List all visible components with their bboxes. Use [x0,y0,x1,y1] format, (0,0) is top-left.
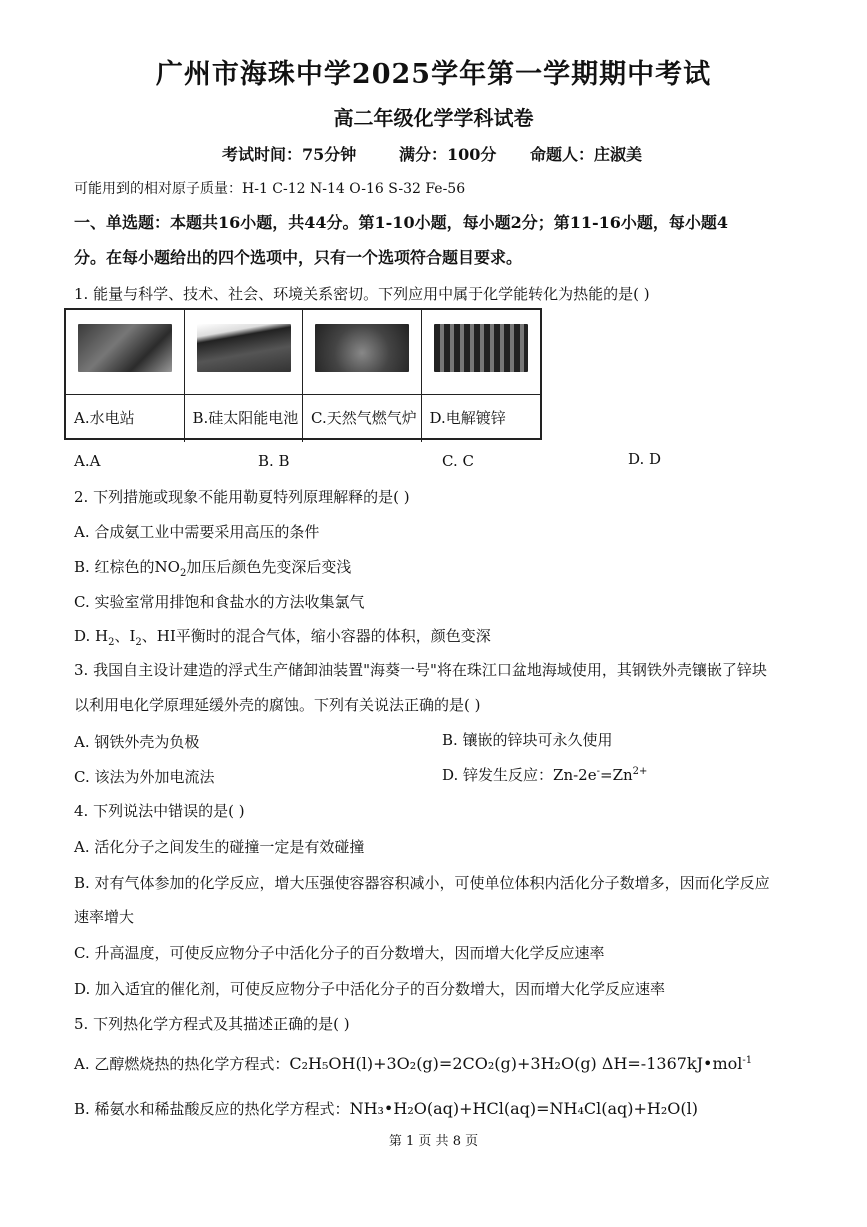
solar-panel-photo [197,324,291,372]
q4-option-b-line1: B. 对有气体参加的化学反应，增大压强使容器容积减小，可使单位体积内活化分子数增多，因而化学反应 [74,874,770,892]
exam-subtitle: 高二年级化学学科试卷 [333,106,534,130]
section-heading-line1: 一、单选题：本题共16小题，共44分。第1-10小题，每小题2分；第11-16小题，每小题4 [74,213,729,232]
q1-caption-cell-c [303,395,422,442]
exam-time: 考试时间：75分钟 [222,145,357,164]
hydropower-photo [78,324,172,372]
exam-title: 广州市海珠中学2025学年第一学期期中考试 [155,59,712,90]
q1-caption-cell-b [185,395,304,442]
q4-stem: 4. 下列说法中错误的是( ) [74,802,245,820]
q1-photo-cell-a [66,310,185,395]
q1-stem: 1. 能量与科学、技术、社会、环境关系密切。下列应用中属于化学能转化为热能的是( ) [74,285,650,303]
gas-stove-photo [315,324,409,372]
q4-option-d: D. 加入适宜的催化剂，可使反应物分子中活化分子的百分数增大，因而增大化学反应速率 [74,980,666,998]
page-footer: 第 1 页 共 8 页 [388,1134,479,1149]
q1-figure-table [64,308,542,440]
exam-author: 命题人：庄淑美 [530,145,643,164]
caption-c: C.天然气燃气炉 [311,409,417,427]
q4-option-c: C. 升高温度，可使反应物分子中活化分子的百分数增大，因而增大化学反应速率 [74,944,605,962]
q2-stem: 2. 下列措施或现象不能用勒夏特列原理解释的是( ) [74,488,410,506]
caption-a: A.水电站 [74,409,135,427]
q2-option-d: D. $H_2$、$I_2$、HI平衡时的混合气体，缩小容器的体积，颜色变深 [74,627,491,648]
q2-option-b: B. 红棕色的$NO_2$加压后颜色先变深后变浅 [74,558,352,579]
exam-score: 满分：100分 [399,145,497,164]
q3-stem-line2: 以利用电化学原理延缓外壳的腐蚀。下列有关说法正确的是( ) [74,696,481,714]
q4-option-b-line2: 速率增大 [74,908,135,926]
q1-caption-cell-d [422,395,541,442]
q1-photo-cell-d [422,310,541,395]
atomic-mass-line: 可能用到的相对原子质量：H-1 C-12 N-14 O-16 S-32 Fe-56 [74,181,466,197]
section-heading-line2: 分。在每小题给出的四个选项中，只有一个选项符合题目要求。 [74,248,523,267]
q5-option-a: A. 乙醇燃烧热的热化学方程式：C₂H₅OH(l)+3O₂(g)=2CO₂(g)+3H₂O(g) ΔH=-1367kJ•mol$^{-1}$ [74,1054,753,1073]
q1-choice-c: C. C [442,452,474,470]
caption-d: D.电解镀锌 [429,409,506,427]
q5-option-b: B. 稀氨水和稀盐酸反应的热化学方程式：NH₃•H₂O(aq)+HCl(aq)=NH₄Cl(aq)+H₂O(l) [74,1099,698,1118]
caption-b: B.硅太阳能电池 [192,409,299,427]
q2-option-a: A. 合成氨工业中需要采用高压的条件 [74,523,320,541]
electroplating-photo [434,324,529,372]
q1-caption-cell-a [66,395,185,442]
q3-option-c: C. 该法为外加电流法 [74,768,215,786]
q3-option-a: A. 钢铁外壳为负极 [74,733,200,751]
q3-option-b: B. 镶嵌的锌块可永久使用 [442,731,613,749]
q1-choice-d: D. D [628,450,662,468]
q1-choice-a: A.A [74,452,101,470]
q4-option-a: A. 活化分子之间发生的碰撞一定是有效碰撞 [74,838,365,856]
q3-stem-line1: 3. 我国自主设计建造的浮式生产储卸油装置"海葵一号"将在珠江口盆地海域使用，其钢铁外壳镶嵌了锌块 [74,661,767,679]
q1-photo-cell-b [185,310,304,395]
q5-stem: 5. 下列热化学方程式及其描述正确的是( ) [74,1015,350,1033]
q1-photo-cell-c [303,310,422,395]
q2-option-c: C. 实验室常用排饱和食盐水的方法收集氯气 [74,593,365,611]
q3-option-d: D. 锌发生反应：$Zn-2e^-=Zn^{2+}$ [442,766,648,784]
q1-choice-b: B. B [258,452,290,470]
